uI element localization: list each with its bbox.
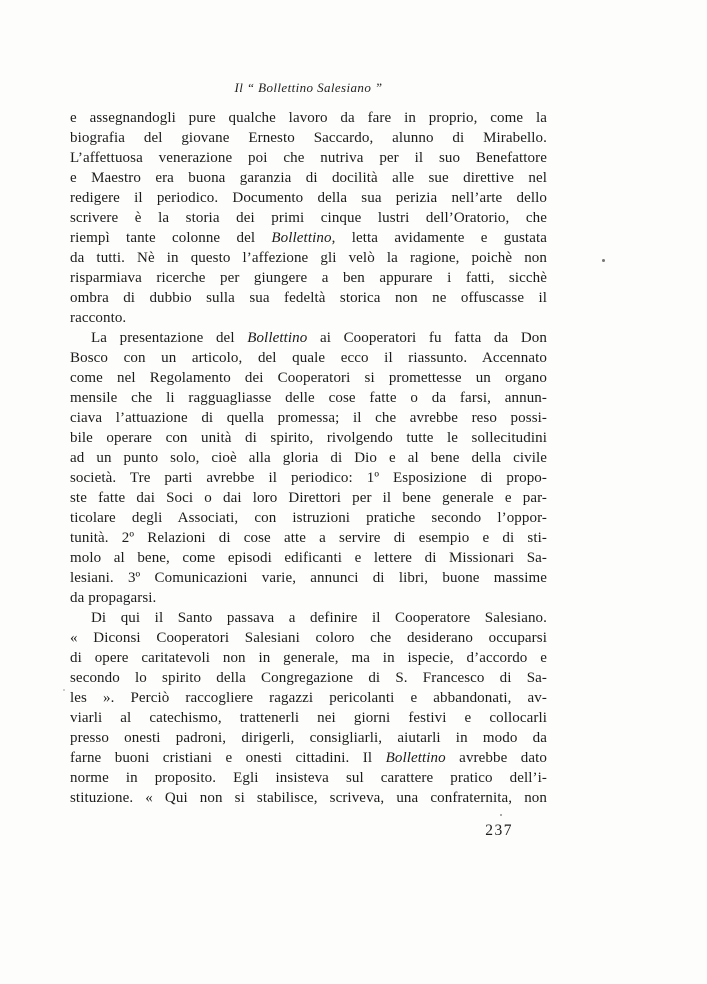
body-text: tunità. 2º Relazioni di cose atte a servire di esempio e di sti- (70, 530, 547, 546)
text-line (70, 488, 547, 508)
text-line (70, 228, 547, 248)
body-text: ticolare degli Associati, con istruzioni pratiche secondo l’oppor- (70, 510, 547, 526)
body-text: bile operare con unità di spirito, rivolgendo tutte le sollecitudini (70, 430, 547, 446)
text-line (70, 688, 547, 708)
body-text: biografia del giovane Ernesto Saccardo, alunno di Mirabello. (70, 130, 547, 146)
page-number: 237 (485, 822, 513, 839)
body-text: da propagarsi. (70, 590, 157, 606)
text-line (70, 628, 547, 648)
body-text: , letta avidamente e gustata (331, 230, 547, 246)
text-line (70, 668, 547, 688)
body-text: ombra di dubbio sulla sua fedeltà storica non ne offuscasse il (70, 290, 547, 306)
body-text: racconto. (70, 310, 127, 326)
body-text: ad un punto solo, cioè alla gloria di Dio e al bene della civile (70, 450, 547, 466)
text-line (70, 168, 547, 188)
text-line (70, 788, 547, 808)
body-text: secondo lo spirito della Congregazione di S. Francesco di Sa- (70, 670, 547, 686)
body-text: avrebbe dato (445, 750, 547, 766)
body-text: L’affettuosa venerazione poi che nutriva per il suo Benefattore (70, 150, 547, 166)
body-text: ciava l’attuazione di quella promessa; il che avrebbe reso possi- (70, 410, 547, 426)
text-line (70, 528, 547, 548)
body-text: società. Tre parti avrebbe il periodico: 1º Esposizione di propo- (70, 470, 547, 486)
body-text: ste fatte dai Soci o dai loro Direttori per il bene generale e par- (70, 490, 547, 506)
body-text: stituzione. « Qui non si stabilisce, scriveva, una confraternita, non (70, 790, 547, 806)
body-text: riempì tante colonne del (70, 230, 272, 246)
body-text: ai Cooperatori fu fatta da Don (307, 330, 548, 346)
body-text: les ». Perciò raccogliere ragazzi pericolanti e abbandonati, av- (70, 690, 547, 706)
text-block (70, 108, 547, 808)
text-line (70, 128, 547, 148)
text-line (70, 588, 547, 608)
body-text: risparmiava ricerche per giungere a ben appurare i fatti, sicchè (70, 270, 547, 286)
text-line (70, 268, 547, 288)
paragraph (70, 328, 547, 608)
text-line (70, 348, 547, 368)
body-text: farne buoni cristiani e onesti cittadini. Il (70, 750, 386, 766)
text-line (70, 568, 547, 588)
text-line (70, 288, 547, 308)
body-text: e Maestro era buona garanzia di docilità alle sue direttive nel (70, 170, 547, 186)
text-line (70, 708, 547, 728)
body-text: di opere caritatevoli non in generale, ma in ispecie, d’accordo e (70, 650, 547, 666)
paragraph (70, 608, 547, 808)
text-line (70, 428, 547, 448)
text-line (70, 608, 547, 628)
running-header: Il “ Bollettino Salesiano ” (234, 80, 383, 95)
body-text: presso onesti padroni, dirigerli, consigliarli, aiutarli in modo da (70, 730, 547, 746)
text-line (70, 748, 547, 768)
text-line (70, 328, 547, 348)
text-line (70, 648, 547, 668)
body-text: viarli al catechismo, trattenerli nei giorni festivi e collocarli (70, 710, 547, 726)
scan-speck (63, 689, 65, 691)
text-line (70, 408, 547, 428)
scan-speck (602, 259, 605, 262)
body-text: Di qui il Santo passava a definire il Cooperatore Salesiano. (91, 610, 547, 626)
text-line (70, 388, 547, 408)
text-line (70, 768, 547, 788)
text-line (70, 108, 547, 128)
body-text: mensile che li ragguagliasse delle cose fatte o da farsi, annun- (70, 390, 547, 406)
italic-text: Bollettino (247, 330, 308, 346)
body-text: « Diconsi Cooperatori Salesiani coloro che desiderano occuparsi (70, 630, 547, 646)
text-line (70, 188, 547, 208)
paragraph (70, 108, 547, 328)
body-text: redigere il periodico. Documento della sua perizia nell’arte dello (70, 190, 547, 206)
text-line (70, 248, 547, 268)
body-text: norme in proposito. Egli insisteva sul carattere pratico dell’i- (70, 770, 547, 786)
body-text: come nel Regolamento dei Cooperatori si promettesse un organo (70, 370, 547, 386)
text-line (70, 368, 547, 388)
text-line (70, 728, 547, 748)
text-line (70, 548, 547, 568)
italic-text: Bollettino (271, 230, 332, 246)
body-text: e assegnandogli pure qualche lavoro da fare in proprio, come la (70, 110, 547, 126)
body-text: da tutti. Nè in questo l’affezione gli velò la ragione, poichè non (70, 250, 547, 266)
text-line (70, 448, 547, 468)
body-text: Bosco con un articolo, del quale ecco il riassunto. Accennato (70, 350, 547, 366)
italic-text: Bollettino (385, 750, 446, 766)
scan-speck (500, 814, 502, 816)
text-line (70, 208, 547, 228)
body-text: molo al bene, come episodi edificanti e lettere di Missionari Sa- (70, 550, 547, 566)
body-text: scrivere è la storia dei primi cinque lustri dell’Oratorio, che (70, 210, 547, 226)
text-line (70, 468, 547, 488)
text-line (70, 508, 547, 528)
text-line (70, 148, 547, 168)
text-line (70, 308, 547, 328)
body-text: lesiani. 3º Comunicazioni varie, annunci di libri, buone massime (70, 570, 547, 586)
body-text: La presentazione del (91, 330, 248, 346)
